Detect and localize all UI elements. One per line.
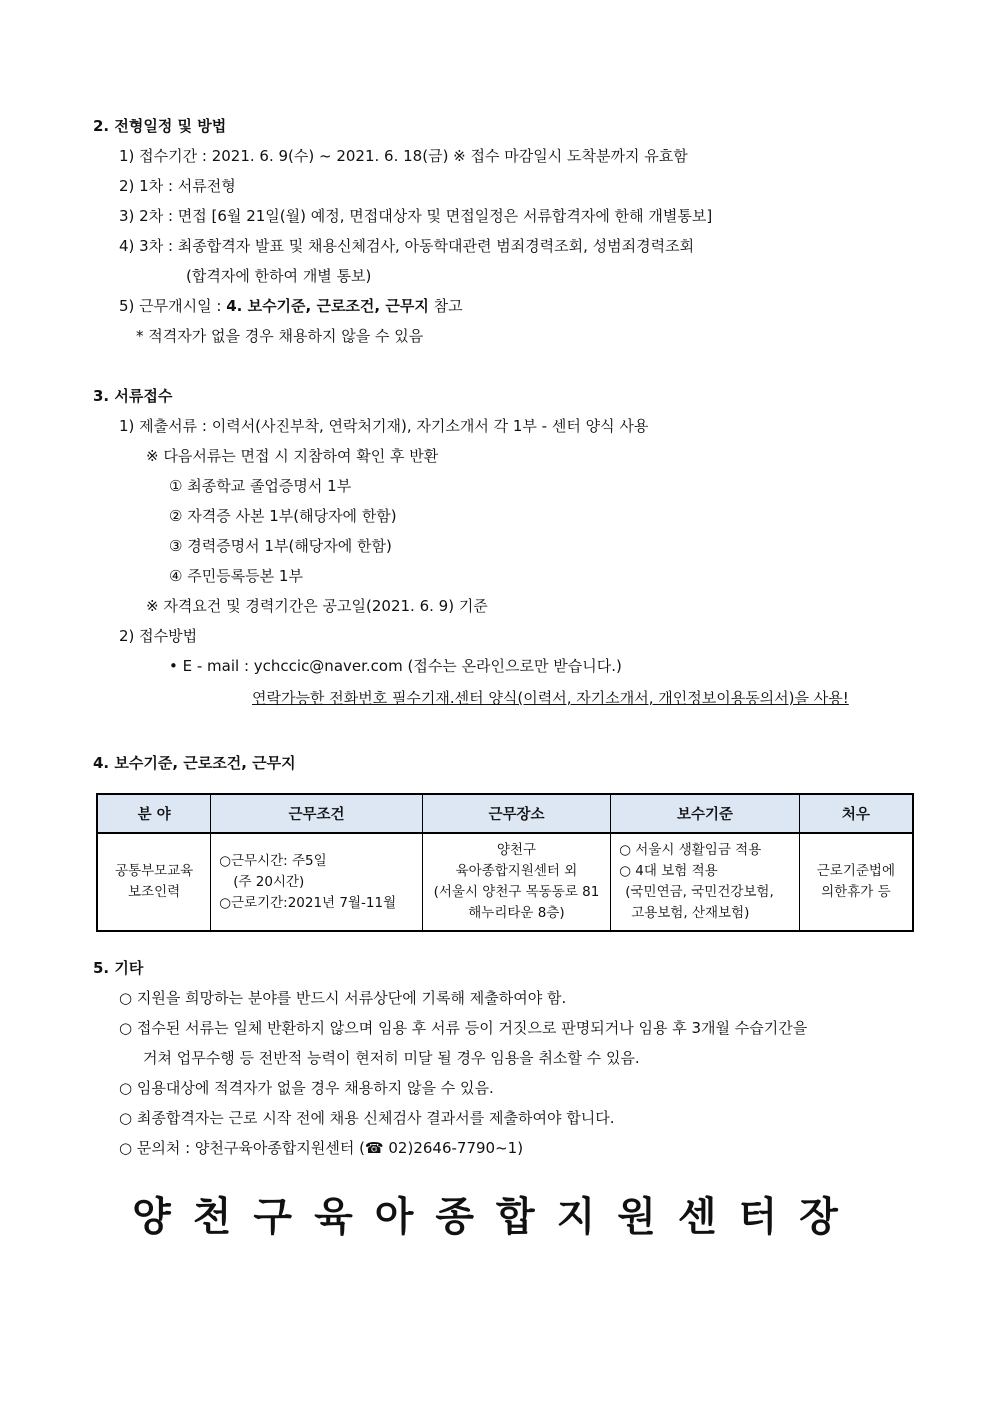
s2-item-5-pre: 5) 근무개시일 : [119,297,227,315]
s3-note-2: ※ 자격요건 및 경력기간은 공고일(2021. 6. 9) 기준 [146,597,488,615]
s3-note-1: ※ 다음서류는 면접 시 지참하여 확인 후 반환 [146,447,439,465]
s5-item-1: ○ 지원을 희망하는 분야를 반드시 서류상단에 기록해 제출하여야 함. [119,989,567,1007]
s2-item-1: 1) 접수기간 : 2021. 6. 9(수) ~ 2021. 6. 18(금) ※ 접수 마감일시 도착분까지 유효함 [119,147,688,165]
section-4-title: 4. 보수기준, 근로조건, 근무지 [93,754,296,772]
s3-doc-1: ① 최종학교 졸업증명서 1부 [169,477,352,495]
th-benefit: 처우 [799,794,913,833]
s3-doc-4: ④ 주민등록등본 1부 [169,567,303,585]
cell-text: 보조인력 [128,884,181,900]
s5-item-4: ○ 최종합격자는 근로 시작 전에 채용 신체검사 결과서를 제출하여야 합니다. [119,1109,615,1127]
cell-text: ○근로기간:2021년 7월-11월 [219,894,397,911]
s3-doc-2: ② 자격증 사본 1부(해당자에 한함) [169,507,397,525]
cell-text: (주 20시간) [233,873,305,890]
s2-item-5-bold: 4. 보수기준, 근로조건, 근무지 [226,297,429,315]
s2-item-5 [119,296,463,316]
cell-text: 고용보험, 산재보험) [631,905,750,921]
th-place: 근무장소 [422,794,610,833]
th-field: 분 야 [97,794,211,833]
cell-place [422,833,610,931]
th-pay: 보수기준 [611,794,800,833]
s2-item-4-cont: (합격자에 한하여 개별 통보) [186,267,372,285]
cell-field [97,833,211,931]
th-conditions: 근무조건 [211,794,423,833]
section-2-title: 2. 전형일정 및 방법 [93,117,227,135]
table-row [97,833,913,931]
s3-item-1: 1) 제출서류 : 이력서(사진부착, 연락처기재), 자기소개서 각 1부 - 센터 양식 사용 [119,417,649,435]
s2-note: * 적격자가 없을 경우 채용하지 않을 수 있음 [136,327,424,345]
conditions-table [96,793,914,932]
cell-text: 근로기준법에 [816,863,895,879]
s3-email: • E - mail : ychccic@naver.com (접수는 온라인으로만 받습니다.) [169,657,622,675]
s2-item-5-post: 참고 [428,297,463,315]
table-header-row [97,794,913,833]
section-5-title: 5. 기타 [93,959,144,977]
s5-item-5: ○ 문의처 : 양천구육아종합지원센터 (☎ 02)2646-7790~1) [119,1139,524,1157]
s2-item-4: 4) 3차 : 최종합격자 발표 및 채용신체검사, 아동학대관련 범죄경력조회, 성범죄경력조회 [119,237,695,255]
s2-item-2: 2) 1차 : 서류전형 [119,177,236,195]
s5-item-3: ○ 임용대상에 적격자가 없을 경우 채용하지 않을 수 있음. [119,1079,494,1097]
cell-pay [611,833,800,931]
s2-item-3: 3) 2차 : 면접 [6월 21일(월) 예정, 면접대상자 및 면접일정은 서류합격자에 한해 개별통보] [119,207,713,225]
cell-text: ○ 서울시 생활임금 적용 [619,842,762,858]
cell-text: 해누리타운 8층) [468,905,565,921]
cell-text: (서울시 양천구 목동동로 81 [433,884,600,900]
cell-benefit [799,833,913,931]
s3-underline-note: 연락가능한 전화번호 필수기재.센터 양식(이력서, 자기소개서, 개인정보이용동의서)을 사용! [252,689,849,707]
cell-text: 육아종합지원센터 외 [455,863,578,879]
s5-item-2-cont: 거쳐 업무수행 등 전반적 능력이 현저히 미달 될 경우 임용을 취소할 수 있음. [143,1049,640,1067]
cell-text: ○근무시간: 주5일 [219,852,327,869]
s3-item-2: 2) 접수방법 [119,627,198,645]
cell-text: (국민연금, 국민건강보험, [625,884,774,900]
section-3-title: 3. 서류접수 [93,387,173,405]
cell-text: 의한휴가 등 [821,884,891,900]
cell-conditions [211,833,423,931]
cell-text: ○ 4대 보험 적용 [619,863,718,879]
signature-title: 양천구육아종합지원센터장 [132,1194,860,1240]
s3-doc-3: ③ 경력증명서 1부(해당자에 한함) [169,537,392,555]
cell-text: 공통부모교육 [114,863,194,879]
cell-text: 양천구 [496,842,537,858]
s5-item-2: ○ 접수된 서류는 일체 반환하지 않으며 임용 후 서류 등이 거짓으로 판명되거나 임용 후 3개월 수습기간을 [119,1019,808,1037]
